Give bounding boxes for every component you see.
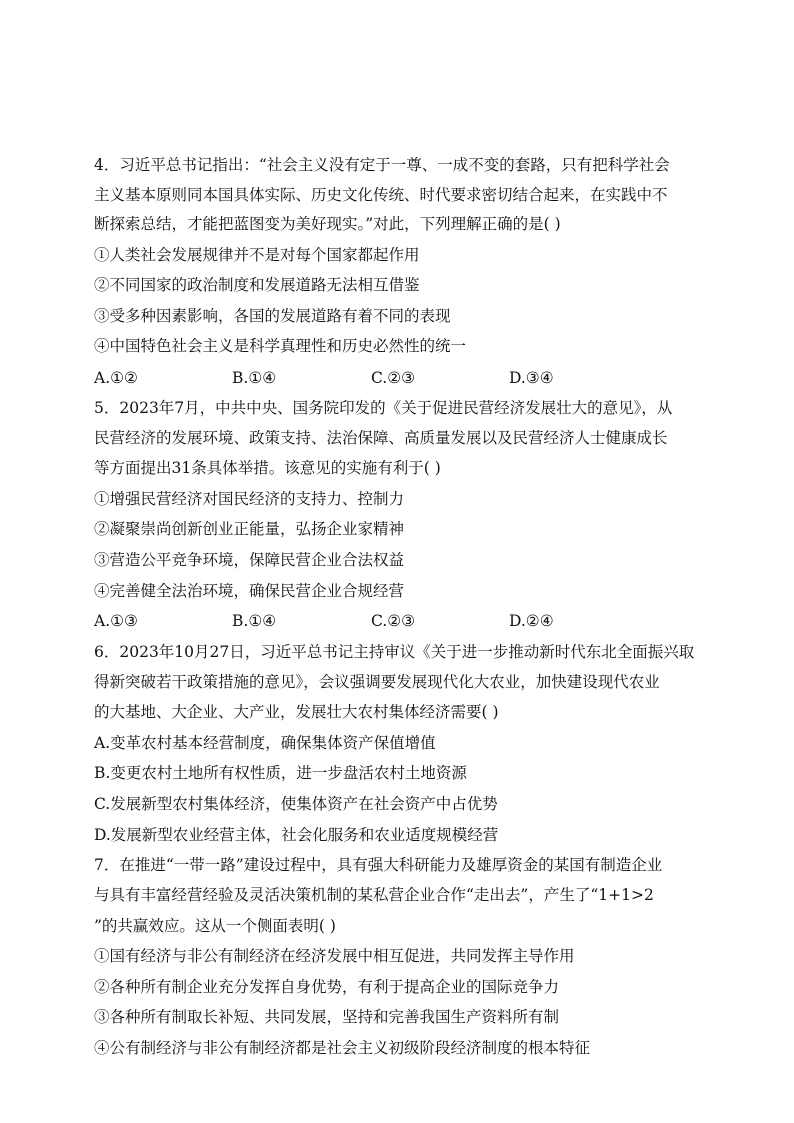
question-5-option-1: ①增强民营经济对国民经济的支持力、控制力 bbox=[94, 490, 405, 508]
question-4-stem-line-1: 4．习近平总书记指出：“社会主义没有定于一尊、一成不变的套路，只有把科学社会 bbox=[94, 156, 670, 174]
question-7-option-3: ③各种所有制取长补短、共同发展，坚持和完善我国生产资料所有制 bbox=[94, 1008, 560, 1026]
question-4-stem-line-3: 断探索总结，才能把蓝图变为美好现实。”对此，下列理解正确的是( ) bbox=[94, 215, 561, 233]
question-5-choice-c: C.②③ bbox=[371, 612, 416, 630]
question-6-option-c: C.发展新型农村集体经济，使集体资产在社会资产中占优势 bbox=[94, 795, 498, 813]
question-5-option-4: ④完善健全法治环境，确保民营企业合规经营 bbox=[94, 582, 405, 600]
question-5-choice-b: B.①④ bbox=[232, 612, 277, 630]
question-4-choice-a: A.①② bbox=[94, 369, 138, 387]
question-5-stem-line-2: 民营经济的发展环境、政策支持、法治保障、高质量发展以及民营经济人士健康成长 bbox=[94, 429, 668, 447]
question-7-stem-line-3: ”的共赢效应。这从一个侧面表明( ) bbox=[94, 917, 336, 935]
question-4-choice-d: D.③④ bbox=[509, 369, 554, 387]
question-4-option-2: ②不同国家的政治制度和发展道路无法相互借鉴 bbox=[94, 276, 420, 294]
question-4-choice-c: C.②③ bbox=[371, 369, 416, 387]
question-7-stem-line-2: 与具有丰富经营经验及灵活决策机制的某私营企业合作“走出去”，产生了“1+1>2 bbox=[94, 886, 654, 904]
question-5-choice-d: D.②④ bbox=[509, 612, 554, 630]
question-6-stem-line-1: 6．2023年10月27日，习近平总书记主持审议《关于进一步推动新时代东北全面振兴取 bbox=[94, 643, 695, 661]
question-5-stem-line-1: 5．2023年7月，中共中央、国务院印发的《关于促进民营经济发展壮大的意见》，从 bbox=[94, 399, 673, 417]
question-4-option-1: ①人类社会发展规律并不是对每个国家都起作用 bbox=[94, 246, 420, 264]
question-7-stem-line-1: 7．在推进“一带一路”建设过程中，具有强大科研能力及雄厚资金的某国有制造企业 bbox=[94, 856, 663, 874]
question-4-option-4: ④中国特色社会主义是科学真理性和历史必然性的统一 bbox=[94, 337, 467, 355]
question-6-option-b: B.变更农村土地所有权性质，进一步盘活农村土地资源 bbox=[94, 764, 467, 782]
question-5-option-2: ②凝聚崇尚创新创业正能量，弘扬企业家精神 bbox=[94, 520, 405, 538]
question-5-stem-line-3: 等方面提出31条具体举措。该意见的实施有利于( ) bbox=[94, 459, 441, 477]
question-4-choice-b: B.①④ bbox=[232, 369, 277, 387]
question-7-option-4: ④公有制经济与非公有制经济都是社会主义初级阶段经济制度的根本特征 bbox=[94, 1039, 591, 1057]
question-5-option-3: ③营造公平竞争环境，保障民营企业合法权益 bbox=[94, 551, 405, 569]
question-6-option-d: D.发展新型农业经营主体，社会化服务和农业适度规模经营 bbox=[94, 826, 499, 844]
question-6-option-a: A.变革农村基本经营制度，确保集体资产保值增值 bbox=[94, 734, 436, 752]
question-6-stem-line-3: 的大基地、大企业、大产业，发展壮大农村集体经济需要( ) bbox=[94, 703, 499, 721]
question-6-stem-line-2: 得新突破若干政策措施的意见》，会议强调要发展现代化大农业，加快建设现代农业 bbox=[94, 673, 660, 691]
question-7-option-1: ①国有经济与非公有制经济在经济发展中相互促进，共同发挥主导作用 bbox=[94, 947, 575, 965]
question-7-option-2: ②各种所有制企业充分发挥自身优势，有利于提高企业的国际竞争力 bbox=[94, 978, 560, 996]
question-4-option-3: ③受多种因素影响，各国的发展道路有着不同的表现 bbox=[94, 307, 451, 325]
question-5-choice-a: A.①③ bbox=[94, 612, 138, 630]
question-4-stem-line-2: 主义基本原则同本国具体实际、历史文化传统、时代要求密切结合起来，在实践中不 bbox=[94, 186, 668, 204]
